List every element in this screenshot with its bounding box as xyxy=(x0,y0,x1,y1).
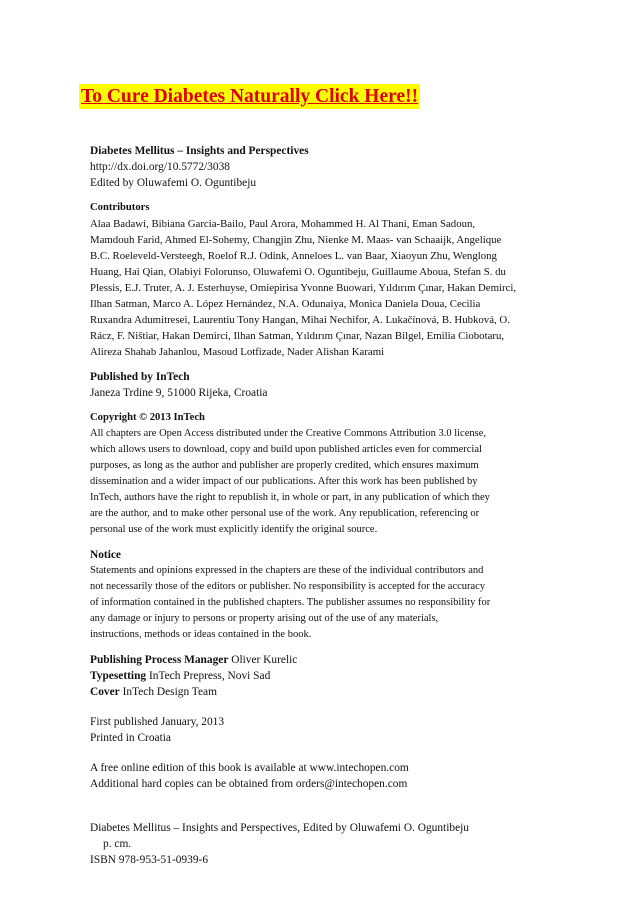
copyright-line: are the author, and to make other personal use of the work. Any republication, referencing or xyxy=(90,508,480,519)
copyright-heading: Copyright © 2013 InTech xyxy=(90,412,205,423)
cover-label: Cover xyxy=(90,686,120,698)
cover-line xyxy=(90,684,560,700)
contributors-line: Ruxandra Adumitresei, Laurentiu Tony Hangan, Mihai Nechifor, A. Lukačínová, B. Hubková, O. xyxy=(90,314,510,326)
publishing-manager-line xyxy=(90,652,560,668)
contributors-heading: Contributors xyxy=(90,202,150,213)
notice-heading: Notice xyxy=(90,549,121,561)
copyright-line: dissemination and a wider impact of our publications. After this work has been published by xyxy=(90,476,478,487)
copyright-line: All chapters are Open Access distributed under the Creative Commons Attribution 3.0 license, xyxy=(90,428,486,439)
notice-line: of information contained in the published chapters. The publisher assumes no responsibility for xyxy=(90,597,491,608)
contributors-line: Alireza Shahab Jahanlou, Masoud Lotfizade, Nader Alishan Karami xyxy=(90,346,385,358)
contributors-list xyxy=(90,216,560,360)
notice-line: not necessarily those of the editors or publisher. No responsibility is accepted for the accuracy xyxy=(90,581,486,592)
publishing-manager-label: Publishing Process Manager xyxy=(90,654,229,666)
typesetting-label: Typesetting xyxy=(90,670,147,682)
editor-line: Edited by Oluwafemi O. Oguntibeju xyxy=(90,177,257,189)
notice-line: Statements and opinions expressed in the chapters are these of the individual contributors and xyxy=(90,565,484,576)
copyright-line: InTech, authors have the right to republish it, in whole or part, in any publication of which they xyxy=(90,492,490,503)
book-title: Diabetes Mellitus – Insights and Perspectives xyxy=(90,145,309,157)
notice-text xyxy=(90,563,560,643)
publishing-manager-name: Oliver Kurelic xyxy=(228,654,298,666)
publisher-heading: Published by InTech xyxy=(90,371,190,383)
typesetting-value: InTech Prepress, Novi Sad xyxy=(146,670,271,682)
contributors-line: B.C. Roeleveld-Versteegh, Roelof R.J. Odink, Anneloes L. van Baar, Xiaoyun Zhu, Wenglong xyxy=(90,250,497,262)
cover-value: InTech Design Team xyxy=(119,686,217,698)
printed-in: Printed in Croatia xyxy=(90,732,171,744)
copyright-line: which allows users to download, copy and build upon published articles even for commercial xyxy=(90,444,482,455)
typesetting-line xyxy=(90,668,560,684)
contributors-line: Rácz, F. Ništiar, Hakan Demirci, Ilhan Satman, Yıldırım Çınar, Nazan Bilgel, Emilia Ciobotaru, xyxy=(90,330,505,342)
contributors-line: Mamdouh Farid, Ahmed El-Sohemy, Changjin Zhu, Nienke M. Maas- van Schaaijk, Angelique xyxy=(90,234,502,246)
isbn: ISBN 978-953-51-0939-6 xyxy=(90,854,209,866)
copyright-line: personal use of the work must explicitly identify the original source. xyxy=(90,524,378,535)
hard-copies-note: Additional hard copies can be obtained from orders@intechopen.com xyxy=(90,778,408,790)
contributors-line: Ilhan Satman, Marco A. López Hernández, N.A. Odunaiya, Monica Daniela Doua, Cecilia xyxy=(90,298,481,310)
contributors-line: Plessis, E.J. Truter, A. J. Esterhuyse, Omiepirisa Yvonne Buowari, Yıldırım Çınar, Hakan Demirci, xyxy=(90,282,517,294)
copyright-text xyxy=(90,426,560,538)
copyright-line: purposes, as long as the author and publisher are properly credited, which ensures maximum xyxy=(90,460,479,471)
contributors-line: Huang, Hai Qian, Olabiyi Folorunso, Oluwafemi O. Oguntibeju, Guillaume Aboua, Stefan S. du xyxy=(90,266,506,278)
catalog-title-line: Diabetes Mellitus – Insights and Perspectives, Edited by Oluwafemi O. Oguntibeju xyxy=(90,822,469,834)
copyright-page-content xyxy=(90,143,560,868)
publisher-address: Janeza Trdine 9, 51000 Rijeka, Croatia xyxy=(90,387,268,399)
doi-link[interactable]: http://dx.doi.org/10.5772/3038 xyxy=(90,161,230,173)
notice-line: any damage or injury to persons or property arising out of the use of any materials, xyxy=(90,613,439,624)
contributors-line: Alaa Badawi, Bibiana Garcia-Bailo, Paul Arora, Mohammed H. Al Thani, Eman Sadoun, xyxy=(90,218,476,230)
cure-diabetes-link[interactable]: To Cure Diabetes Naturally Click Here!! xyxy=(81,86,419,107)
notice-line: instructions, methods or ideas contained in the book. xyxy=(90,629,312,640)
catalog-pagination: p. cm. xyxy=(103,838,132,850)
online-edition-note: A free online edition of this book is available at www.intechopen.com xyxy=(90,762,409,774)
first-published: First published January, 2013 xyxy=(90,716,225,728)
